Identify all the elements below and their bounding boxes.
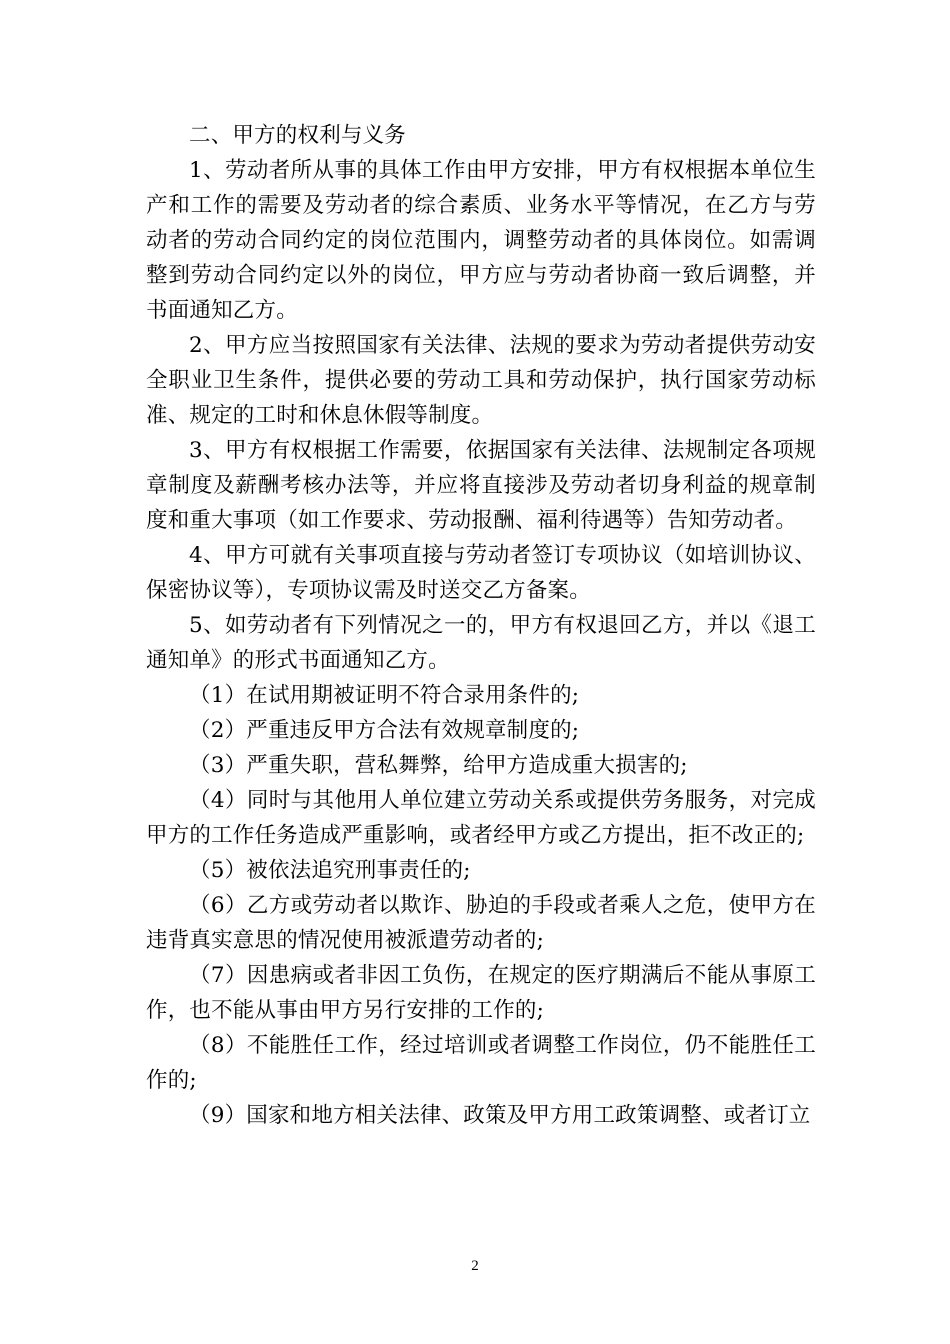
list-item-4: （4）同时与其他用人单位建立劳动关系或提供劳务服务，对完成甲方的工作任务造成严重影响，或者经甲方或乙方提出，拒不改正的;	[146, 788, 816, 848]
paragraph-5: 5、如劳动者有下列情况之一的，甲方有权退回乙方，并以《退工通知单》的形式书面通知乙方。	[146, 613, 816, 673]
section-heading: 二、甲方的权利与义务	[189, 123, 407, 148]
paragraph-3: 3、甲方有权根据工作需要，依据国家有关法律、法规制定各项规章制度及薪酬考核办法等，并应将直接涉及劳动者切身利益的规章制度和重大事项（如工作要求、劳动报酬、福利待遇等）告知劳动者。	[146, 438, 816, 533]
document-body	[146, 118, 816, 1133]
list-item-6: （6）乙方或劳动者以欺诈、胁迫的手段或者乘人之危，使甲方在违背真实意思的情况使用被派遣劳动者的;	[146, 893, 816, 953]
paragraph-4: 4、甲方可就有关事项直接与劳动者签订专项协议（如培训协议、保密协议等），专项协议需及时送交乙方备案。	[146, 543, 816, 603]
list-item-8: （8）不能胜任工作，经过培训或者调整工作岗位，仍不能胜任工作的;	[146, 1033, 816, 1093]
list-item-9: （9）国家和地方相关法律、政策及甲方用工政策调整、或者订立	[189, 1103, 811, 1128]
list-item-5: （5）被依法追究刑事责任的;	[189, 858, 471, 883]
paragraph-2: 2、甲方应当按照国家有关法律、法规的要求为劳动者提供劳动安全职业卫生条件，提供必要的劳动工具和劳动保护，执行国家劳动标准、规定的工时和休息休假等制度。	[146, 333, 816, 428]
list-item-1: （1）在试用期被证明不符合录用条件的;	[189, 683, 580, 708]
page-number: 2	[471, 1258, 479, 1274]
list-item-7: （7）因患病或者非因工负伤，在规定的医疗期满后不能从事原工作，也不能从事由甲方另行安排的工作的;	[146, 963, 816, 1023]
list-item-2: （2）严重违反甲方合法有效规章制度的;	[189, 718, 580, 743]
paragraph-1: 1、劳动者所从事的具体工作由甲方安排，甲方有权根据本单位生产和工作的需要及劳动者的综合素质、业务水平等情况，在乙方与劳动者的劳动合同约定的岗位范围内，调整劳动者的具体岗位。如需调整到劳动合同约定以外的岗位，甲方应与劳动者协商一致后调整，并书面通知乙方。	[146, 158, 816, 323]
list-item-3: （3）严重失职，营私舞弊，给甲方造成重大损害的;	[189, 753, 688, 778]
